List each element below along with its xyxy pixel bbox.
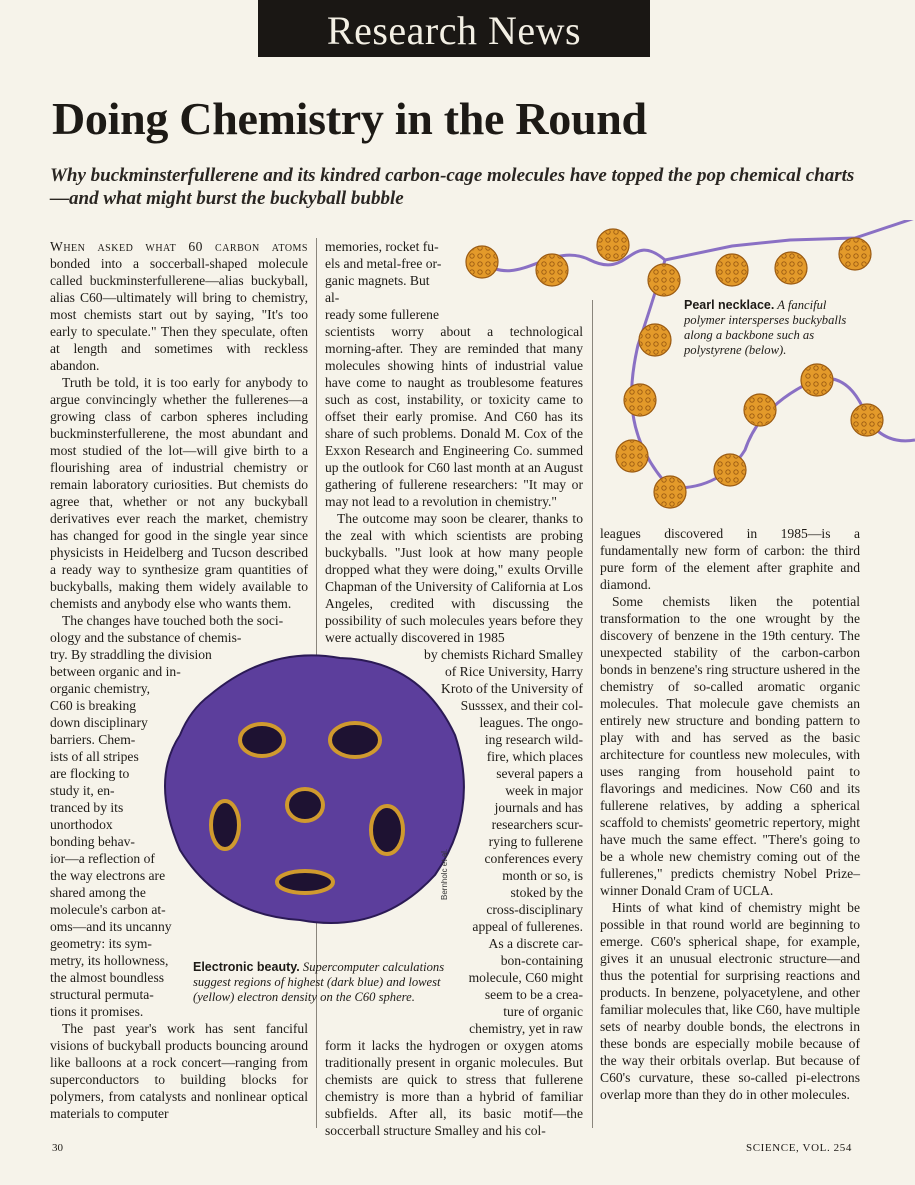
paragraph: Hints of what kind of chemistry might be possible in that round world are beginning to emerge. C60's spherical shape, for example, gives it an unusual electronic structure—and thus the potential for surprising reactions and products. In benzene, polyacetylene, and other familiar molecules that, like C60, have multiple sets of nearby double bonds, the electrons in these bonds are especially mobile because of the way their orbitals overlap. But because of C60's curvature, these so-called pi-electrons overlap more than they do in other molecules. xyxy=(600,900,860,1102)
text: bonded into a soccerball-shaped molecule called buckminsterfullerene—alias buckyball, alias C60—ultimately will bring to chemistry, most chemists start out by saying, "It's too early to speculate." Then they speculate, often at length and sometimes with reckless abandon. xyxy=(50,256,308,373)
caption-text: Supercomputer calculations suggest regions of highest (dark blue) and lowest (yellow) electron density on the C60 sphere. xyxy=(193,960,445,1004)
text-line: shared among the xyxy=(50,885,146,900)
text-line: ganic magnets. But al- xyxy=(325,273,430,305)
journal-footer: SCIENCE, VOL. 254 xyxy=(746,1142,852,1154)
text-line: oms—and its uncanny xyxy=(50,919,172,934)
text-line: conferences every xyxy=(484,851,583,866)
paragraph: The outcome may soon be clearer, thanks to the zeal with which scientists are probing buckyballs. "Just look at how many people dropped what they were doing," exults Orville Chapman of the University of California at Los Angeles, credited with discussing the possibility of such molecules years before they were actually discovered in 1985 xyxy=(325,511,583,645)
text-line: structural permuta- xyxy=(50,987,154,1002)
text-line: the way electrons are xyxy=(50,868,166,883)
text-line: barriers. Chem- xyxy=(50,732,136,747)
text-line: several papers a xyxy=(496,766,583,781)
caption-bold: Electronic beauty. xyxy=(193,960,300,974)
text-line: the almost boundless xyxy=(50,970,165,985)
text-line: between organic and in- xyxy=(50,664,181,679)
text-line: memories, rocket fu- xyxy=(325,239,439,254)
text-line: seem to be a crea- xyxy=(484,987,583,1002)
section-banner: Research News xyxy=(258,0,650,57)
text-line: stoked by the xyxy=(510,885,583,900)
text-line: tranced by its xyxy=(50,800,124,815)
lead-in: When asked what 60 carbon atoms xyxy=(50,239,308,254)
text-line: study it, en- xyxy=(50,783,115,798)
text-line: molecule, C60 might xyxy=(468,970,583,985)
text-line: organic chemistry, xyxy=(50,681,151,696)
text-line: rying to fullerene xyxy=(488,834,583,849)
buckyball-group xyxy=(466,229,883,508)
caption-pearl xyxy=(684,298,864,358)
text-line: ture of organic xyxy=(503,1004,583,1019)
buckyball-texture xyxy=(776,253,806,283)
density-ring xyxy=(330,723,380,757)
buckyball-texture xyxy=(840,239,870,269)
buckyball-texture xyxy=(649,265,679,295)
text-line: of Rice University, Harry xyxy=(444,664,583,679)
buckyball-texture xyxy=(640,325,670,355)
text-line: As a discrete car- xyxy=(488,936,583,951)
buckyball-texture xyxy=(537,255,567,285)
text-line: are flocking to xyxy=(50,766,130,781)
density-ring xyxy=(277,871,333,893)
text-line: week in major xyxy=(505,783,583,798)
buckyball-texture xyxy=(655,477,685,507)
text-line: bon-containing xyxy=(500,953,583,968)
image-credit: Bernholc et al. xyxy=(440,848,449,900)
text-line: Kroto of the University of xyxy=(441,681,583,696)
text-line: els and metal-free or- xyxy=(325,256,442,271)
text-line: molecule's carbon at- xyxy=(50,902,166,917)
text-line: ists of all stripes xyxy=(50,749,139,764)
paragraph: form it lacks the hydrogen or oxygen atoms traditionally present in organic molecules. But chemists are quick to stress that fullerene chemistry is more than a hybrid of familiar subfields. After all, its basic motif—the soccerball structure Smalley and his col- xyxy=(325,1038,583,1138)
text-line: bonding behav- xyxy=(50,834,135,849)
buckyball-texture xyxy=(802,365,832,395)
text-line: leagues. The ongo- xyxy=(479,715,583,730)
paragraph: scientists worry about a technological morning-after. They are reminded that many molecules showing hints of industrial value have come to naught as troublesome features such as cost, instability, or toxicity came to offset their early promise. And C60 has its share of such problems. Donald M. Cox of the Exxon Research and Engineering Co. summed up the outlook for C60 last month at an August gathering of fullerene researchers: "It may or may not lead to a revolution in chemistry." xyxy=(325,324,583,509)
text-line: try. By straddling the division xyxy=(50,647,212,662)
buckyball-texture xyxy=(745,395,775,425)
text-line: ing research wild- xyxy=(484,732,583,747)
density-ring xyxy=(371,806,403,854)
text-line: ior—a reflection of xyxy=(50,851,155,866)
caption-beauty xyxy=(193,960,448,1005)
text-line: geometry: its sym- xyxy=(50,936,152,951)
buckyball-texture xyxy=(617,441,647,471)
buckyball-texture xyxy=(852,405,882,435)
article-deck: Why buckminsterfullerene and its kindred carbon-cage molecules have topped the pop chemical charts—and what might burst the buckyball bubble xyxy=(50,165,855,209)
caption-bold: Pearl necklace. xyxy=(684,298,775,312)
buckyball-texture xyxy=(625,385,655,415)
c60-electron-density-image xyxy=(150,640,480,940)
text-line: researchers scur- xyxy=(491,817,583,832)
buckyball-texture xyxy=(717,255,747,285)
text-line: appeal of fullerenes. xyxy=(472,919,583,934)
text-line: fire, which places xyxy=(486,749,583,764)
paragraph: leagues discovered in 1985—is a fundamentally new form of carbon: the third pure form of the element after graphite and diamond. xyxy=(600,526,860,592)
polymer-backbone xyxy=(482,250,915,488)
paragraph: Some chemists liken the potential transformation to the one wrought by the discovery of benzene in the 19th century. The unexpected stability of the carbon-carbon bonds in benzene's ring structure ushered in the chemistry of so-called aromatic organic molecules. That molecule gave chemists an entirely new structure and bonding pattern to play with and has served as the basic architecture for countless new molecules, with uses ranging from household paint to flavorings and medicines. Now C60 and its fullerene relatives, by adding a spherical scaffold to chemists' geometric repertory, might have much the same effect. "There's going to be a whole new chemistry coming out of the fullerenes," predicts chemistry Nobel Prize–winner Donald Cram of UCLA. xyxy=(600,594,860,898)
text-line: ready some fullerene xyxy=(325,307,439,322)
density-ring xyxy=(211,801,239,849)
paragraph: The past year's work has sent fanciful visions of buckyball products bouncing around like balloons at a rock concert—ranging from superconductors to building blocks for polymers, from catalysts and nonlinear optical materials to computer xyxy=(50,1021,308,1121)
text-line: metry, its hollowness, xyxy=(50,953,169,968)
text-line: chemistry, yet in raw xyxy=(469,1021,583,1036)
column-3 xyxy=(600,525,860,1103)
text-line: down disciplinary xyxy=(50,715,148,730)
paragraph xyxy=(50,238,308,374)
text-line: by chemists Richard Smalley xyxy=(424,647,583,662)
buckyball-texture xyxy=(467,247,497,277)
buckyball-texture xyxy=(715,455,745,485)
density-ring xyxy=(287,789,323,821)
pearl-necklace-illustration xyxy=(460,220,915,520)
buckyball-texture xyxy=(598,230,628,260)
paragraph: Truth be told, it is too early for anybody to argue convincingly whether the fullerenes—a growing class of carbon spheres including buckminsterfullerene, the most abundant and most studied of the lot—will give birth to a flourishing area of industrial chemistry or remain laboratory curiosities. But chemists do agree that, whether or not any buckyball derivatives ever reach the market, chemistry has changed for good in the single year since physicists in Heidelberg and Tucson described a ready way to synthesize gram quantities of buckyballs, making them widely available to chemists and anybody else who wants them. xyxy=(50,375,308,611)
text-line: C60 is breaking xyxy=(50,698,137,713)
text-line: tions it promises. xyxy=(50,1004,144,1019)
text-line: cross-disciplinary xyxy=(486,902,583,917)
text-line: ology and the substance of chemis- xyxy=(50,630,242,645)
text-line: journals and has xyxy=(494,800,583,815)
text-line: The changes have touched both the soci- xyxy=(62,613,284,628)
text-line: Susssex, and their col- xyxy=(460,698,583,713)
text-line: unorthodox xyxy=(50,817,113,832)
density-ring xyxy=(240,724,284,756)
page-number: 30 xyxy=(52,1142,63,1154)
text-line: month or so, is xyxy=(502,868,583,883)
caption-text: A fanciful polymer intersperses buckyballs along a backbone such as polystyrene (below). xyxy=(684,298,847,357)
article-title: Doing Chemistry in the Round xyxy=(52,93,647,144)
